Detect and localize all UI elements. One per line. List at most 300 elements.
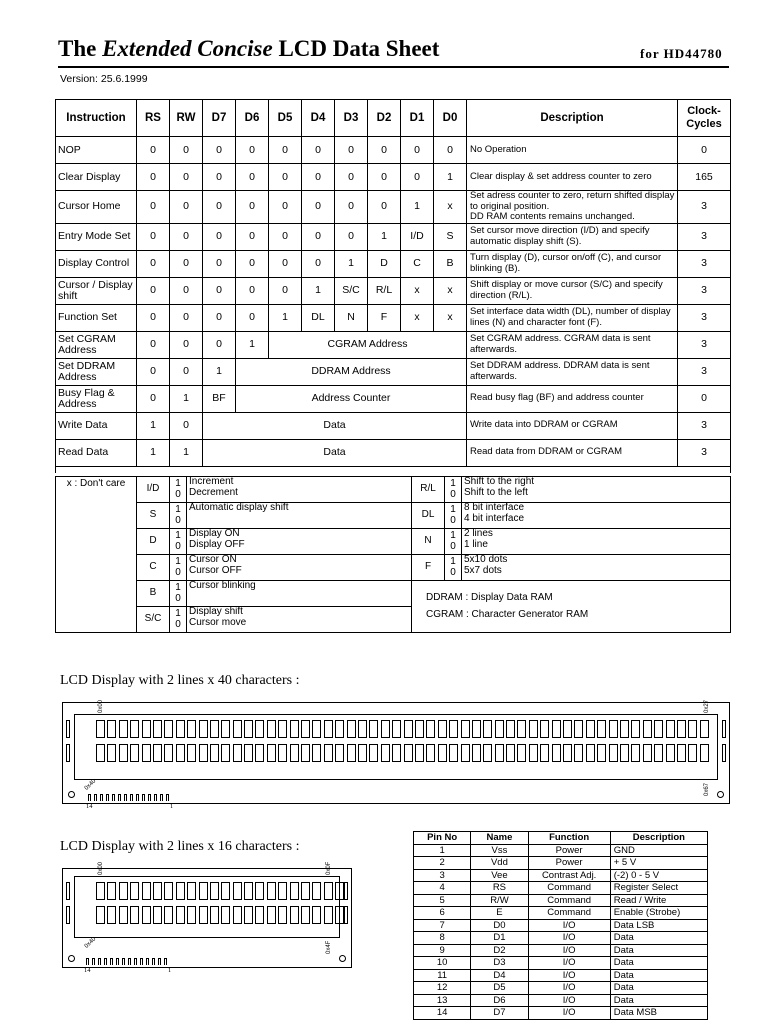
lcd16-caption: LCD Display with 2 lines x 16 characters : — [60, 839, 300, 854]
character-cell — [119, 744, 128, 762]
character-cell — [278, 906, 287, 924]
instruction-bit: 0 — [368, 191, 401, 224]
character-cell — [369, 744, 378, 762]
character-cell — [210, 906, 219, 924]
character-cell — [677, 720, 686, 738]
lcd40-pin-header — [88, 794, 172, 801]
instruction-name: Set CGRAM Address — [56, 331, 137, 358]
legend-value-1: 1 — [175, 530, 181, 541]
lcd40-addr-bottom-left: 0x40 — [83, 778, 98, 792]
character-cell — [563, 720, 572, 738]
instruction-bit: 0 — [170, 304, 203, 331]
pin — [86, 958, 89, 965]
character-cell — [130, 882, 139, 900]
pin-cell: I/O — [528, 969, 610, 982]
pin — [128, 958, 131, 965]
pin-cell: D5 — [471, 982, 528, 995]
legend-value-0: 0 — [175, 514, 181, 526]
instruction-bit: 0 — [236, 223, 269, 250]
instruction-bit: x — [401, 304, 434, 331]
pin-table — [413, 831, 708, 1020]
instruction-cycles: 0 — [678, 385, 731, 412]
character-cell — [153, 744, 162, 762]
instruction-cycles: 3 — [678, 439, 731, 466]
character-cell — [312, 720, 321, 738]
character-cell — [461, 720, 470, 738]
cgram-note: CGRAM : Character Generator RAM — [426, 608, 589, 620]
character-cell — [164, 882, 173, 900]
instruction-bit: 1 — [137, 412, 170, 439]
instruction-span: Address Counter — [236, 385, 467, 412]
legend-row — [56, 529, 731, 555]
instruction-header-cell: D5 — [269, 100, 302, 137]
character-cell — [221, 744, 230, 762]
pin-cell: 4 — [414, 882, 471, 895]
instruction-header-cell: RW — [170, 100, 203, 137]
legend-text — [187, 607, 412, 633]
pin — [160, 794, 163, 801]
instruction-bit: x — [434, 191, 467, 224]
pin-cell: Read / Write — [610, 894, 707, 907]
instruction-bit: 0 — [203, 164, 236, 191]
legend-value-0: 0 — [450, 540, 456, 552]
character-cell — [255, 882, 264, 900]
instruction-row — [56, 277, 731, 304]
pin-cell: D7 — [471, 1007, 528, 1020]
instruction-bit: 0 — [137, 385, 170, 412]
lcd40-mount-hole — [717, 791, 724, 798]
instruction-cycles: 3 — [678, 250, 731, 277]
pin-row — [414, 957, 708, 970]
lcd16-addr-top-right: 0x0F — [326, 861, 332, 875]
character-cell — [483, 720, 492, 738]
character-cell — [278, 720, 287, 738]
pin-cell: Data LSB — [610, 919, 707, 932]
pin-cell: 11 — [414, 969, 471, 982]
character-cell — [688, 720, 697, 738]
instruction-bit: 0 — [302, 164, 335, 191]
pin-row — [414, 982, 708, 995]
lcd16-diagram — [62, 861, 352, 974]
instruction-bit: 0 — [335, 191, 368, 224]
instruction-bit: 1 — [203, 358, 236, 385]
instruction-bit: I/D — [401, 223, 434, 250]
pin-cell: 7 — [414, 919, 471, 932]
pin-row — [414, 869, 708, 882]
instruction-description: Read data from DDRAM or CGRAM — [467, 439, 678, 466]
character-cell — [472, 744, 481, 762]
character-cell — [290, 744, 299, 762]
legend-text-1: Display ON — [189, 528, 240, 539]
character-cell — [415, 720, 424, 738]
pin-header-cell: Function — [528, 832, 610, 845]
pin — [98, 958, 101, 965]
character-cell — [96, 720, 105, 738]
character-cell — [426, 720, 435, 738]
character-cell — [233, 744, 242, 762]
legend-value-1: 1 — [175, 556, 181, 567]
character-cell — [563, 744, 572, 762]
instruction-bit: x — [434, 304, 467, 331]
instruction-bit: 1 — [170, 439, 203, 466]
pin-cell: I/O — [528, 994, 610, 1007]
lcd16-addr-bottom-right: 0x4F — [326, 940, 332, 954]
instruction-header-cell: D4 — [302, 100, 335, 137]
character-cell — [244, 882, 253, 900]
instruction-spacer-row — [56, 466, 731, 473]
character-cell — [164, 744, 173, 762]
instruction-bit: 1 — [302, 277, 335, 304]
legend-values — [170, 503, 187, 529]
legend-row — [56, 477, 731, 503]
instruction-row — [56, 191, 731, 224]
character-cell — [199, 720, 208, 738]
character-cell — [700, 720, 709, 738]
character-cell — [301, 720, 310, 738]
instruction-header-cell: Clock- Cycles — [678, 100, 731, 137]
pin-row — [414, 1007, 708, 1020]
character-cell — [142, 720, 151, 738]
character-cell — [221, 906, 230, 924]
legend-text — [462, 529, 731, 555]
lcd16-mount-hole — [339, 955, 346, 962]
pin-cell: I/O — [528, 957, 610, 970]
character-cell — [187, 882, 196, 900]
instruction-bit: B — [434, 250, 467, 277]
ddram-note: DDRAM : Display Data RAM — [426, 592, 553, 603]
character-cell — [199, 882, 208, 900]
legend-text — [187, 529, 412, 555]
instruction-span: DDRAM Address — [236, 358, 467, 385]
pin — [104, 958, 107, 965]
pin-cell: I/O — [528, 1007, 610, 1020]
pin-cell: Contrast Adj. — [528, 869, 610, 882]
legend-values — [170, 607, 187, 633]
instruction-bit: 0 — [137, 277, 170, 304]
legend-row — [56, 581, 731, 607]
legend-symbol: N — [412, 529, 445, 555]
instruction-header-cell: D2 — [368, 100, 401, 137]
character-cell — [540, 720, 549, 738]
character-cell — [187, 720, 196, 738]
legend-text-0: Shift to the left — [464, 486, 528, 498]
pin — [134, 958, 137, 965]
character-cell — [221, 882, 230, 900]
character-cell — [586, 744, 595, 762]
instruction-bit: x — [401, 277, 434, 304]
pin-cell: R/W — [471, 894, 528, 907]
instruction-bit: 0 — [269, 191, 302, 224]
character-cell — [255, 744, 264, 762]
character-cell — [461, 744, 470, 762]
instruction-header-cell: D3 — [335, 100, 368, 137]
pin-cell: D6 — [471, 994, 528, 1007]
instruction-name: Function Set — [56, 304, 137, 331]
pin-cell: Command — [528, 882, 610, 895]
character-cell — [574, 744, 583, 762]
instruction-bit: 0 — [302, 250, 335, 277]
character-cell — [335, 744, 344, 762]
instruction-cycles: 3 — [678, 358, 731, 385]
character-cell — [278, 882, 287, 900]
character-cell — [677, 744, 686, 762]
instruction-bit: 0 — [269, 164, 302, 191]
character-cell — [654, 720, 663, 738]
instruction-bit: S/C — [335, 277, 368, 304]
legend-value-1: 1 — [450, 556, 456, 567]
legend-text-1: 5x10 dots — [464, 554, 508, 565]
pin — [130, 794, 133, 801]
instruction-description: Set CGRAM address. CGRAM data is sent afterwards. — [467, 331, 678, 358]
pin — [154, 794, 157, 801]
character-cell — [517, 744, 526, 762]
character-cell — [210, 882, 219, 900]
legend-value-0: 0 — [450, 566, 456, 578]
pin-cell: 10 — [414, 957, 471, 970]
instruction-bit: 0 — [335, 164, 368, 191]
pin-cell: 6 — [414, 907, 471, 920]
pin-cell: 1 — [414, 844, 471, 857]
instruction-description: Set adress counter to zero, return shifted display to original position. DD RAM contents remains unchanged. — [467, 191, 678, 224]
pin-cell: (-2) 0 - 5 V — [610, 869, 707, 882]
character-cell — [700, 744, 709, 762]
instruction-header-row — [56, 100, 731, 137]
pin — [118, 794, 121, 801]
pin — [136, 794, 139, 801]
legend-symbol: DL — [412, 503, 445, 529]
character-cell — [176, 906, 185, 924]
instruction-row — [56, 304, 731, 331]
instruction-cycles: 3 — [678, 331, 731, 358]
character-cell — [96, 744, 105, 762]
legend-text-0: 1 line — [464, 538, 488, 550]
instruction-bit: 0 — [170, 412, 203, 439]
instruction-bit: 0 — [236, 191, 269, 224]
pin — [152, 958, 155, 965]
pin-cell: 9 — [414, 944, 471, 957]
instruction-bit: 0 — [137, 250, 170, 277]
character-cell — [107, 720, 116, 738]
instruction-bit: 0 — [302, 223, 335, 250]
chip-label: for HD44780 — [640, 46, 723, 61]
character-cell — [643, 744, 652, 762]
character-cell — [381, 720, 390, 738]
character-cell — [495, 720, 504, 738]
instruction-bit: 1 — [368, 223, 401, 250]
character-cell — [643, 720, 652, 738]
version-text: Version: 25.6.1999 — [60, 73, 148, 85]
pin-cell: Data — [610, 969, 707, 982]
legend-value-1: 1 — [175, 582, 181, 593]
instruction-bit: 0 — [137, 304, 170, 331]
character-cell — [449, 744, 458, 762]
instruction-cycles: 3 — [678, 223, 731, 250]
instruction-row — [56, 358, 731, 385]
pin — [146, 958, 149, 965]
character-cell — [233, 720, 242, 738]
pin-row — [414, 994, 708, 1007]
character-cell — [654, 744, 663, 762]
pin-cell: D0 — [471, 919, 528, 932]
instruction-cycles: 3 — [678, 304, 731, 331]
character-cell — [529, 720, 538, 738]
legend-text — [462, 503, 731, 529]
legend-text-0: Decrement — [189, 486, 238, 498]
instruction-name: Write Data — [56, 412, 137, 439]
title-rule — [58, 66, 729, 68]
instruction-bit: 0 — [302, 137, 335, 164]
character-cell — [540, 744, 549, 762]
legend-value-0: 0 — [175, 540, 181, 552]
pin — [158, 958, 161, 965]
page-title: The Extended Concise LCD Data Sheet — [58, 36, 440, 61]
pin — [124, 794, 127, 801]
character-cell — [312, 882, 321, 900]
instruction-bit: 0 — [170, 358, 203, 385]
character-cell — [347, 744, 356, 762]
instruction-span: CGRAM Address — [269, 331, 467, 358]
character-cell — [312, 744, 321, 762]
legend-symbol: I/D — [137, 477, 170, 503]
character-cell — [130, 906, 139, 924]
instruction-bit: 0 — [269, 250, 302, 277]
legend-value-1: 1 — [175, 504, 181, 515]
character-cell — [347, 720, 356, 738]
instruction-bit: 1 — [170, 385, 203, 412]
pin-cell: I/O — [528, 944, 610, 957]
instruction-row — [56, 164, 731, 191]
legend-value-0: 0 — [175, 618, 181, 630]
character-cell — [267, 720, 276, 738]
character-cell — [244, 720, 253, 738]
instruction-bit: N — [335, 304, 368, 331]
legend-symbol: R/L — [412, 477, 445, 503]
instruction-name: Set DDRAM Address — [56, 358, 137, 385]
character-cell — [301, 882, 310, 900]
character-cell — [130, 720, 139, 738]
character-cell — [552, 720, 561, 738]
instruction-cycles: 3 — [678, 191, 731, 224]
character-cell — [199, 744, 208, 762]
character-cell — [335, 906, 344, 924]
instruction-row — [56, 331, 731, 358]
instruction-bit: 0 — [203, 277, 236, 304]
instruction-name: Busy Flag & Address — [56, 385, 137, 412]
pin-cell: 2 — [414, 857, 471, 870]
lcd40-addr-top-right: 0x27 — [704, 699, 710, 713]
instruction-name: Read Data — [56, 439, 137, 466]
legend-row — [56, 555, 731, 581]
pin-cell: 14 — [414, 1007, 471, 1020]
instruction-bit: 0 — [203, 137, 236, 164]
character-cell — [335, 720, 344, 738]
instruction-bit: 1 — [434, 164, 467, 191]
instruction-bit: 0 — [236, 277, 269, 304]
instruction-name: Cursor / Display shift — [56, 277, 137, 304]
lcd16-addr-bottom-left: 0x40 — [83, 936, 98, 950]
instruction-description: Set interface data width (DL), number of display lines (N) and character font (F). — [467, 304, 678, 331]
pin-cell: Vss — [471, 844, 528, 857]
pin-cell: GND — [610, 844, 707, 857]
legend-text-1: Cursor ON — [189, 554, 237, 565]
pin-cell: Power — [528, 857, 610, 870]
character-cell — [438, 720, 447, 738]
character-cell — [164, 906, 173, 924]
instruction-bit: C — [401, 250, 434, 277]
pin-cell: + 5 V — [610, 857, 707, 870]
instruction-bit: 0 — [137, 331, 170, 358]
instruction-cycles: 0 — [678, 137, 731, 164]
instruction-bit: 0 — [269, 137, 302, 164]
pin-cell: Data — [610, 994, 707, 1007]
instruction-bit: BF — [203, 385, 236, 412]
pin-cell: I/O — [528, 919, 610, 932]
instruction-header-cell: RS — [137, 100, 170, 137]
character-cell — [233, 882, 242, 900]
ram-glossary — [412, 581, 731, 633]
pin — [166, 794, 169, 801]
pin-cell: Vdd — [471, 857, 528, 870]
instruction-bit: 0 — [170, 250, 203, 277]
instruction-name: NOP — [56, 137, 137, 164]
instruction-bit: 0 — [434, 137, 467, 164]
legend-values — [170, 555, 187, 581]
pin-row — [414, 919, 708, 932]
legend-text — [187, 503, 412, 529]
character-cell — [404, 744, 413, 762]
instruction-bit: 0 — [203, 331, 236, 358]
instruction-bit: 0 — [368, 137, 401, 164]
pin — [140, 958, 143, 965]
pin — [92, 958, 95, 965]
pin-row — [414, 907, 708, 920]
pin-cell: 8 — [414, 932, 471, 945]
character-cell — [358, 744, 367, 762]
legend-text — [462, 555, 731, 581]
instruction-bit: 0 — [137, 164, 170, 191]
instruction-bit: 0 — [368, 164, 401, 191]
legend-text — [187, 477, 412, 503]
character-cell — [130, 744, 139, 762]
instruction-row — [56, 412, 731, 439]
instruction-name: Display Control — [56, 250, 137, 277]
legend-symbol: D — [137, 529, 170, 555]
pin-cell: Data — [610, 957, 707, 970]
pin-row — [414, 894, 708, 907]
pin-cell: D4 — [471, 969, 528, 982]
instruction-bit: 0 — [203, 304, 236, 331]
instruction-table — [55, 99, 731, 473]
instruction-bit: 0 — [170, 137, 203, 164]
character-cell — [631, 744, 640, 762]
instruction-bit: 1 — [269, 304, 302, 331]
pin — [116, 958, 119, 965]
character-cell — [312, 906, 321, 924]
character-cell — [176, 720, 185, 738]
instruction-row — [56, 137, 731, 164]
lcd40-side-tab — [722, 720, 726, 738]
character-cell — [609, 720, 618, 738]
pin-cell: Vee — [471, 869, 528, 882]
instruction-bit: 0 — [269, 277, 302, 304]
pin — [112, 794, 115, 801]
legend-values — [445, 555, 462, 581]
legend-value-1: 1 — [450, 530, 456, 541]
character-cell — [267, 906, 276, 924]
instruction-cycles: 165 — [678, 164, 731, 191]
character-cell — [255, 906, 264, 924]
legend-symbol: C — [137, 555, 170, 581]
